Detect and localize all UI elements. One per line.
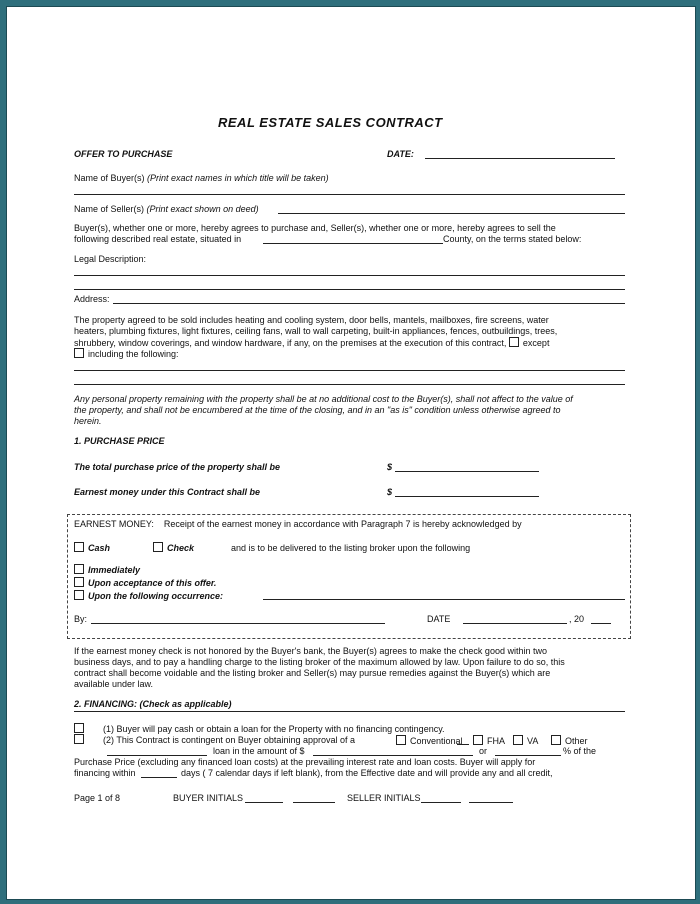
including-checkbox[interactable] [74, 348, 84, 358]
earnest-box-heading-row [74, 519, 522, 529]
bounce-line-2: business days, and to pay a handling charge to the listing broker of the maximum allowed by law. Upon failure to do so, this [74, 657, 565, 667]
loan-type-field[interactable] [107, 755, 207, 756]
total-price-currency: $ [387, 462, 393, 472]
legal-description-line-1[interactable] [74, 275, 625, 276]
check-checkbox[interactable] [153, 542, 163, 552]
occurrence-option [74, 590, 223, 601]
date-label: DATE: [387, 149, 414, 159]
immediately-option [74, 564, 140, 575]
conventional-label: Conventional [410, 736, 463, 746]
offer-heading: OFFER TO PURCHASE [74, 149, 173, 159]
fha-label: FHA [487, 736, 505, 746]
conventional-blank[interactable] [457, 744, 469, 745]
buyer-initials-field-1[interactable] [245, 802, 283, 803]
va-option [513, 735, 538, 746]
property-line-3-text: shrubbery, window coverings, and window hardware, if any, on the premises at the execution of this contract, [74, 338, 507, 348]
agreement-line-2-a: following described real estate, situated in [74, 234, 242, 244]
financing-option-1 [74, 723, 445, 734]
financing-days-field[interactable] [141, 777, 177, 778]
legal-description-line-2[interactable] [74, 289, 625, 290]
address-field[interactable] [113, 303, 625, 304]
financing-option-1-checkbox[interactable] [74, 723, 84, 733]
date-field[interactable] [425, 158, 615, 159]
except-checkbox[interactable] [509, 337, 519, 347]
bounce-line-3: contract shall become voidable and the listing broker and Seller(s) may pursue remedies against the Buyer(s) which are [74, 668, 551, 678]
acceptance-checkbox[interactable] [74, 577, 84, 587]
included-items-line-2[interactable] [74, 384, 625, 385]
conventional-checkbox[interactable] [396, 735, 406, 745]
seller-initials-field-2[interactable] [469, 802, 513, 803]
footer-seller-initials-label: SELLER INITIALS [347, 793, 421, 803]
address-label: Address: [74, 294, 110, 304]
year-prefix: , 20 [569, 614, 585, 624]
loan-percent-field[interactable] [495, 755, 561, 756]
section-2-rule [74, 711, 625, 712]
percent-text: % of the [563, 746, 597, 756]
check-option [153, 542, 194, 553]
immediately-label: Immediately [88, 565, 141, 575]
agreement-line-1: Buyer(s), whether one or more, hereby agrees to purchase and, Seller(s), whether one or more, hereby agrees to sell the [74, 223, 556, 233]
payment-method-row [74, 542, 110, 553]
buyer-name-hint: (Print exact names in which title will be taken) [147, 173, 329, 183]
other-option [551, 735, 588, 746]
financing-option-1-label: (1) Buyer will pay cash or obtain a loan for the Property with no financing contingency. [103, 724, 445, 734]
acceptance-option [74, 577, 216, 588]
acceptance-label: Upon acceptance of this offer. [88, 578, 217, 588]
property-line-3 [74, 337, 549, 348]
year-field[interactable] [591, 623, 611, 624]
property-line-2: heaters, plumbing fixtures, light fixtures, ceiling fans, wall to wall carpeting, built-in appliances, fences, outbuildings, trees, [74, 326, 558, 336]
or-text: or [479, 746, 488, 756]
legal-description-label: Legal Description: [74, 254, 147, 264]
purchase-price-text: Purchase Price (excluding any financed loan costs) at the prevailing interest rate and loan costs. Buyer will apply for [74, 757, 536, 767]
fha-checkbox[interactable] [473, 735, 483, 745]
financing-option-2 [74, 734, 355, 745]
contract-page [6, 6, 696, 900]
seller-name-label: Name of Seller(s) [74, 204, 145, 214]
loan-amount-field[interactable] [313, 755, 473, 756]
buyer-initials-field-2[interactable] [293, 802, 335, 803]
check-label: Check [167, 543, 195, 553]
seller-initials-field-1[interactable] [421, 802, 461, 803]
by-signature-field[interactable] [91, 623, 385, 624]
bounce-line-4: available under law. [74, 679, 154, 689]
included-items-line-1[interactable] [74, 370, 625, 371]
fha-option [473, 735, 505, 746]
immediately-checkbox[interactable] [74, 564, 84, 574]
loan-amount-text: loan in the amount of $ [213, 746, 305, 756]
other-label: Other [565, 736, 588, 746]
financing-within-a: financing within [74, 768, 136, 778]
delivery-text: and is to be delivered to the listing broker upon the following [231, 543, 471, 553]
other-checkbox[interactable] [551, 735, 561, 745]
except-label: except [522, 338, 550, 348]
financing-option-2-checkbox[interactable] [74, 734, 84, 744]
buyer-name-label: Name of Buyer(s) [74, 173, 145, 183]
buyer-name-row [74, 173, 329, 183]
personal-property-line-3: herein. [74, 416, 102, 426]
occurrence-field[interactable] [263, 599, 625, 600]
section-2-heading: 2. FINANCING: (Check as applicable) [74, 699, 232, 709]
seller-name-field[interactable] [278, 213, 625, 214]
agreement-line-2-b: County, on the terms stated below: [443, 234, 582, 244]
financing-option-2-label: (2) This Contract is contingent on Buyer obtaining approval of a [103, 735, 355, 745]
footer-page-number: Page 1 of 8 [74, 793, 121, 803]
occurrence-label: Upon the following occurrence: [88, 591, 224, 601]
county-field[interactable] [263, 243, 443, 244]
bounce-line-1: If the earnest money check is not honored by the Buyer's bank, the Buyer(s) agrees to make the check good within two [74, 646, 547, 656]
total-price-field[interactable] [395, 471, 539, 472]
seller-name-row [74, 204, 259, 214]
earnest-date-label: DATE [427, 614, 451, 624]
section-1-heading: 1. PURCHASE PRICE [74, 436, 165, 446]
conventional-option [396, 735, 463, 746]
earnest-receipt-text: Receipt of the earnest money in accordance with Paragraph 7 is hereby acknowledged by [163, 519, 522, 529]
financing-within-b: days ( 7 calendar days if left blank), from the Effective date and will provide any and all credit, [181, 768, 553, 778]
personal-property-line-1: Any personal property remaining with the property shall be at no additional cost to the Buyer(s), shall not affect to the value of [74, 394, 573, 404]
earnest-date-field[interactable] [463, 623, 567, 624]
cash-label: Cash [88, 543, 111, 553]
by-label: By: [74, 614, 88, 624]
including-label: including the following: [88, 349, 179, 359]
va-label: VA [527, 736, 539, 746]
total-price-label: The total purchase price of the property shall be [74, 462, 281, 472]
buyer-name-field[interactable] [74, 194, 625, 195]
cash-checkbox[interactable] [74, 542, 84, 552]
including-row [74, 348, 179, 359]
seller-name-hint: (Print exact shown on deed) [146, 204, 259, 214]
earnest-money-label: Earnest money under this Contract shall be [74, 487, 261, 497]
earnest-box-heading: EARNEST MONEY: [74, 519, 154, 529]
page-title: REAL ESTATE SALES CONTRACT [218, 115, 443, 130]
footer-buyer-initials-label: BUYER INITIALS [173, 793, 244, 803]
occurrence-checkbox[interactable] [74, 590, 84, 600]
earnest-money-field[interactable] [395, 496, 539, 497]
property-line-1: The property agreed to be sold includes heating and cooling system, door bells, mantels, mailboxes, fire screens, water [74, 315, 549, 325]
personal-property-line-2: the property, and shall not be encumbered at the time of the closing, and in an "as is" condition unless otherwise agreed to [74, 405, 561, 415]
va-checkbox[interactable] [513, 735, 523, 745]
earnest-money-currency: $ [387, 487, 393, 497]
